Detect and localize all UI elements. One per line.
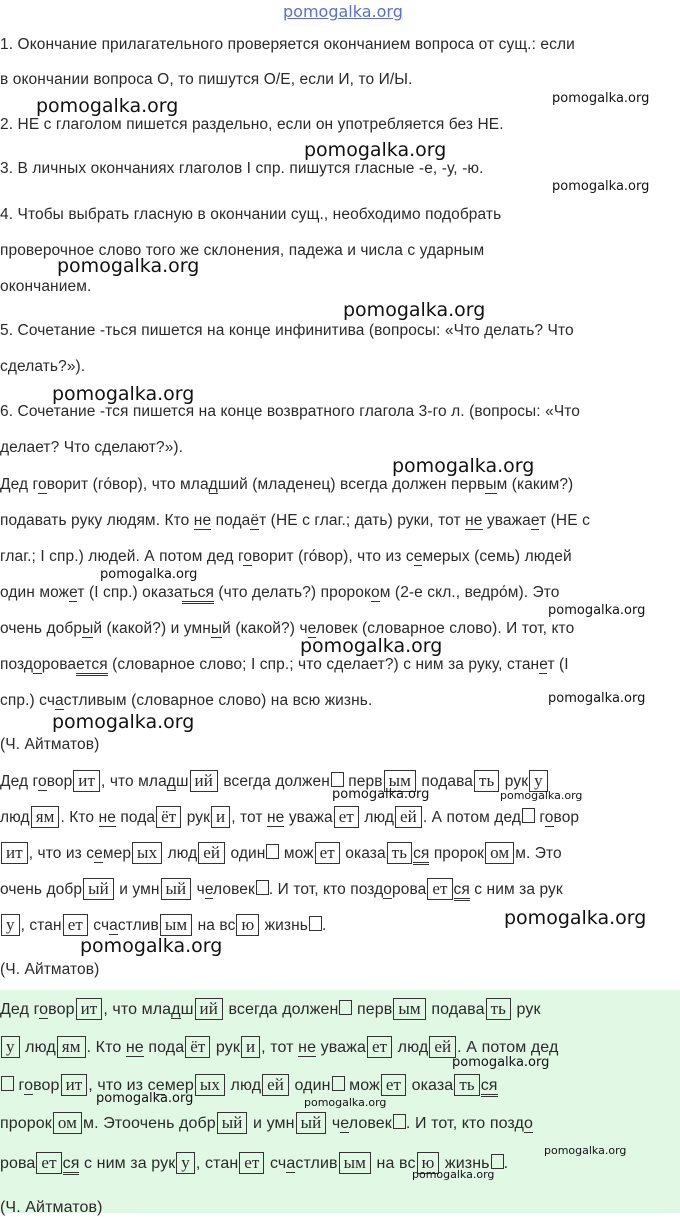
ending-box: у [176,1152,195,1174]
watermark: pomogalka.org [412,1168,495,1181]
ending-box: ть [486,998,511,1020]
rule-4-line-1: 4. Чтобы выбрать гласную в окончании сущ., необходимо подобрать [0,206,502,223]
rule-1-line-1: 1. Окончание прилагательного проверяется окончанием вопроса от сущ.: если [0,36,575,53]
ending-box: ю [236,914,259,936]
ending-box: ых [132,842,162,864]
null-ending-box [339,1000,352,1015]
rule-6-line-2: делает? Что сделают?»). [0,439,184,456]
ending-box: ей [262,1074,289,1096]
ending-box: ет [334,806,359,828]
rule-4-line-2: проверочное слово того же склонения, падежа и числа с ударным [0,242,485,259]
watermark: pomogalka.org [80,935,223,957]
ending-box: ей [198,842,225,864]
ending-box: ий [195,998,223,1020]
watermark: pomogalka.org [300,635,443,657]
ending-box: ом [485,842,514,864]
text-line-6: поздоровается (словарное слово; I спр.; что сделает?) с ним за руку, станет (I [0,656,569,674]
watermark: pomogalka.org [304,1096,387,1109]
morph2-line-5: рова ет ся с ним за рук у , стан ет счастлив ым на вс ю жизнь . [0,1152,508,1174]
ending-box: ть [387,842,412,864]
watermark: pomogalka.org [392,455,535,477]
ending-box: ет [381,1074,406,1096]
ending-box: ет [239,1152,264,1174]
ending-box: ю [417,1152,440,1174]
ending-box: у [1,1036,20,1058]
watermark: pomogalka.org [100,567,198,582]
text-line-5: очень добрый (какой?) и умный (какой?) человек (словарное слово). И тот, кто [0,620,575,637]
ending-box: у [1,914,20,936]
watermark: pomogalka.org [552,91,650,106]
watermark: pomogalka.org [548,603,646,618]
ending-box: ит [1,842,28,864]
ending-box: ёт [185,1036,210,1058]
null-ending-box [332,1076,345,1091]
watermark: pomogalka.org [96,1091,194,1106]
ending-box: ый [296,1112,327,1134]
watermark: pomogalka.org [544,1144,627,1157]
ending-box: у [529,770,548,792]
ending-box: ет [63,914,88,936]
watermark: pomogalka.org [343,299,486,321]
null-ending-box [522,808,535,823]
watermark: pomogalka.org [552,179,650,194]
text-line-2: подавать руку людям. Кто не подаёт (НЕ с глаг.; дать) руки, тот не уважает (НЕ с [0,512,590,529]
ending-box: ть [474,770,499,792]
null-ending-box [266,844,279,859]
ending-box: ый [161,878,192,900]
morph-line-5: у , стан ет счастлив ым на вс ю жизнь . [0,914,326,936]
ending-box: ей [395,806,422,828]
watermark-top-link[interactable]: pomogalka.org [283,2,403,21]
ending-box: ый [83,878,114,900]
ending-box: ым [393,998,425,1020]
watermark: pomogalka.org [52,711,195,733]
null-ending-box [309,916,322,931]
watermark: pomogalka.org [332,787,430,802]
watermark: pomogalka.org [548,691,646,706]
ending-box: ым [160,914,192,936]
ending-box: ым [384,770,416,792]
ending-box: ей [429,1036,456,1058]
watermark: pomogalka.org [500,789,583,802]
null-ending-box [256,880,269,895]
ending-box: ит [76,998,103,1020]
ending-box: ит [61,1074,88,1096]
author-2: (Ч. Айтматов) [0,961,100,978]
null-ending-box [491,1154,504,1169]
ending-box: ет [427,878,452,900]
ending-box: и [211,806,230,828]
text-line-1: Дед говорит (го́вор), что младший (младенец) всегда должен первым (каким?) [0,476,574,493]
watermark: pomogalka.org [52,383,195,405]
ending-box: ий [190,770,218,792]
ending-box: ть [454,1074,479,1096]
ending-box: ёт [156,806,181,828]
ending-box: ом [53,1112,82,1134]
rule-6-line-1: 6. Сочетание -тся пишется на конце возвратного глагола 3-го л. (вопросы: «Что [0,403,580,420]
morph-line-4: очень добр ый и умн ый человек . И тот, кто поздорова ет ся с ним за рук [0,878,563,900]
watermark: pomogalka.org [452,1055,550,1070]
watermark: pomogalka.org [304,139,447,161]
rule-5-line-2: сделать?»). [0,358,86,375]
morph-line-3: ит , что из семер ых люд ей один мож ет оказа ть ся пророк ом м. Это [0,842,562,864]
ending-box: ых [195,1074,225,1096]
ending-box: ет [36,1152,61,1174]
rule-1-line-2: в окончании вопроса О, то пишутся О/Е, если И, то И/Ы. [0,71,413,88]
author-1: (Ч. Айтматов) [0,736,100,753]
watermark: pomogalka.org [57,255,200,277]
morph2-line-3: говор ит , что из семер ых люд ей один мож ет оказа ть ся [0,1074,498,1096]
text-line-4: один может (I спр.) оказаться (что делать?) пророком (2-е скл., ведро́м). Это [0,584,560,602]
ending-box: ям [31,806,60,828]
ending-box: ым [339,1152,371,1174]
ending-box: и [241,1036,260,1058]
ending-box: ый [217,1112,248,1134]
ending-box: ет [367,1036,392,1058]
morph-line-2: люд ям . Кто не пода ёт рук и , тот не уважа ет люд ей . А потом дед говор [0,807,580,826]
author-3: (Ч. Айтматов) [0,1199,103,1216]
morph2-line-1: Дед говор ит , что младш ий всегда должен перв ым подава ть рук [0,999,541,1018]
rule-5-line-1: 5. Сочетание -ться пишется на конце инфинитива (вопросы: «Что делать? Что [0,322,574,339]
watermark: pomogalka.org [36,95,179,117]
text-line-3: глаг.; I спр.) людей. А потом дед говорит (го́вор), что из семерых (семь) людей [0,548,572,565]
morph2-line-4: пророк ом м. Этоочень добр ый и умн ый человек . И тот, кто поздо [0,1113,533,1132]
ending-box: ет [315,842,340,864]
null-ending-box [1,1076,14,1091]
rule-2: 2. НЕ с глаголом пишется раздельно, если он употребляется без НЕ. [0,116,504,133]
null-ending-box [393,1114,406,1129]
ending-box: ит [73,770,100,792]
rule-3: 3. В личных окончаниях глаголов I спр. пишутся гласные -е, -у, -ю. [0,160,484,177]
morph-line-1: Дед говор ит , что младш ий всегда должен перв ым подава ть рук у [0,770,549,792]
watermark: pomogalka.org [504,907,647,929]
text-line-7: спр.) счастливым (словарное слово) на всю жизнь. [0,692,373,709]
null-ending-box [331,772,344,787]
ending-box: ям [57,1036,86,1058]
rule-4-line-3: окончанием. [0,278,92,295]
morph2-line-2: у люд ям . Кто не пода ёт рук и , тот не уважа ет люд ей . А потом дед [0,1036,558,1058]
